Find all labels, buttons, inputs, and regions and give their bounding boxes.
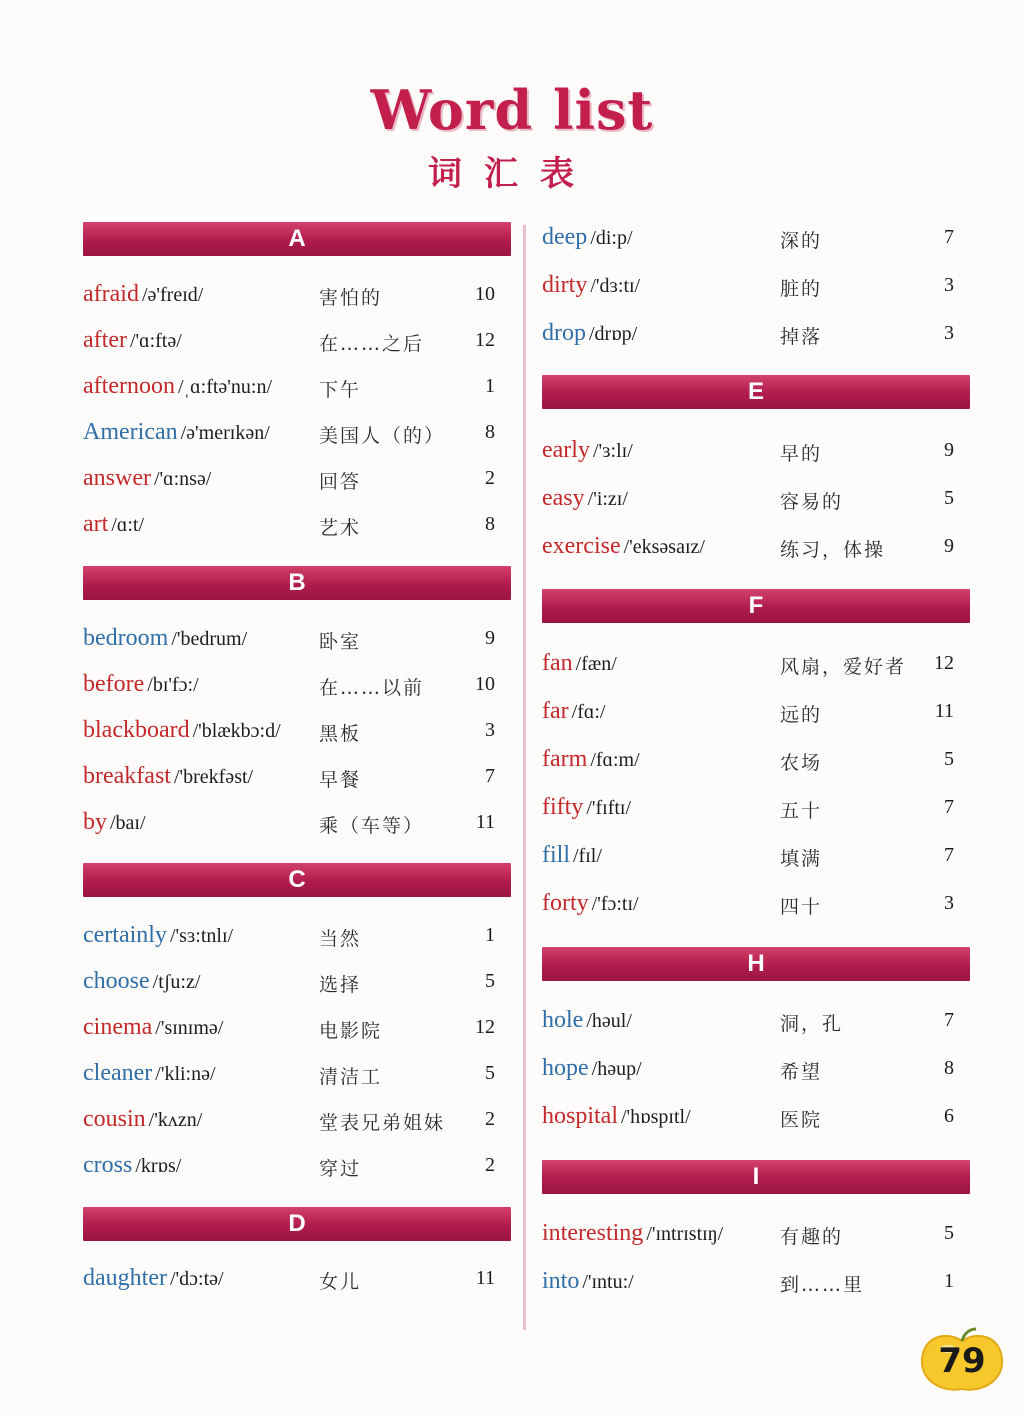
word-entry	[542, 1007, 970, 1037]
word-with-phonetic	[542, 890, 639, 917]
word-with-phonetic	[542, 1220, 723, 1247]
headword: easy	[542, 485, 585, 511]
word-with-phonetic	[542, 272, 640, 299]
word-with-phonetic	[542, 746, 640, 773]
headword: choose	[83, 968, 150, 994]
word-entry	[542, 650, 970, 680]
phonetic: /'kʌzn/	[148, 1109, 203, 1131]
page-subtitle: 词汇表	[428, 154, 596, 194]
headword: answer	[83, 465, 151, 491]
unit-number: 12	[934, 652, 954, 674]
word-with-phonetic	[83, 1265, 224, 1292]
meaning: 容易的	[780, 491, 844, 513]
headword: afraid	[83, 281, 139, 307]
headword: into	[542, 1268, 580, 1294]
unit-number: 8	[944, 1057, 954, 1079]
meaning: 黑板	[319, 723, 362, 745]
word-with-phonetic	[542, 1007, 632, 1034]
phonetic: /fɪl/	[573, 845, 602, 867]
word-with-phonetic	[83, 281, 203, 308]
word-entry	[542, 533, 970, 563]
unit-number: 12	[475, 1016, 495, 1038]
word-entry	[542, 698, 970, 728]
meaning: 练习，体操	[780, 539, 886, 561]
meaning: 选择	[319, 974, 362, 996]
meaning: 美国人（的）	[319, 425, 446, 447]
unit-number: 6	[944, 1105, 954, 1127]
meaning: 深的	[780, 230, 823, 252]
word-with-phonetic	[83, 373, 272, 400]
meaning: 穿过	[319, 1158, 362, 1180]
meaning: 脏的	[780, 278, 823, 300]
meaning: 农场	[780, 752, 823, 774]
meaning: 医院	[780, 1109, 823, 1131]
headword: forty	[542, 890, 589, 916]
word-with-phonetic	[83, 1152, 181, 1179]
headword: by	[83, 809, 107, 835]
meaning: 堂表兄弟姐妹	[319, 1112, 446, 1134]
unit-number: 11	[475, 1267, 495, 1289]
word-with-phonetic	[83, 1014, 223, 1041]
unit-number: 3	[944, 274, 954, 296]
phonetic: /'eksəsaɪz/	[623, 536, 705, 558]
headword: cousin	[83, 1106, 146, 1132]
phonetic: /fæn/	[575, 653, 617, 675]
word-with-phonetic	[83, 419, 270, 446]
meaning: 卧室	[319, 631, 362, 653]
unit-number: 3	[485, 719, 495, 741]
meaning: 清洁工	[319, 1066, 383, 1088]
unit-number: 11	[475, 811, 495, 833]
word-with-phonetic	[83, 465, 211, 492]
phonetic: /'kli:nə/	[155, 1063, 216, 1085]
meaning: 远的	[780, 704, 823, 726]
phonetic: /bɪ'fɔ:/	[147, 674, 199, 696]
section-header-a: A	[83, 222, 511, 256]
meaning: 希望	[780, 1061, 823, 1083]
word-with-phonetic	[83, 922, 233, 949]
phonetic: /ə'freɪd/	[141, 284, 204, 306]
word-with-phonetic	[542, 1268, 634, 1295]
word-entry	[83, 1014, 511, 1044]
phonetic: /'dɔ:tə/	[169, 1268, 224, 1290]
phonetic: /həup/	[591, 1058, 642, 1080]
phonetic: /'ɪntrɪstɪŋ/	[646, 1223, 724, 1245]
word-entry	[83, 1106, 511, 1136]
meaning: 早餐	[319, 769, 362, 791]
headword: after	[83, 327, 127, 353]
headword: before	[83, 671, 145, 697]
unit-number: 12	[475, 329, 495, 351]
meaning: 四十	[780, 896, 823, 918]
meaning: 艺术	[319, 517, 362, 539]
meaning: 风扇，爱好者	[780, 656, 907, 678]
page-number-badge	[918, 1327, 1006, 1397]
unit-number: 3	[944, 322, 954, 344]
word-with-phonetic	[542, 698, 605, 725]
headword: hospital	[542, 1103, 618, 1129]
phonetic: /tʃu:z/	[152, 971, 201, 993]
word-entry	[542, 224, 970, 254]
word-entry	[542, 842, 970, 872]
unit-number: 8	[485, 513, 495, 535]
unit-number: 8	[485, 421, 495, 443]
page-title: Word list	[370, 78, 654, 142]
meaning: 电影院	[319, 1020, 383, 1042]
phonetic: /drɒp/	[589, 323, 638, 345]
headword: breakfast	[83, 763, 171, 789]
meaning: 填满	[780, 848, 823, 870]
unit-number: 3	[944, 892, 954, 914]
phonetic: /'dɜ:tɪ/	[590, 275, 641, 297]
phonetic: /fɑ:/	[571, 701, 606, 723]
headword: early	[542, 437, 590, 463]
meaning: 当然	[319, 928, 362, 950]
word-entry	[83, 327, 511, 357]
word-entry	[542, 272, 970, 302]
word-with-phonetic	[542, 533, 705, 560]
word-with-phonetic	[83, 968, 200, 995]
word-with-phonetic	[542, 1055, 642, 1082]
phonetic: /fɑ:m/	[590, 749, 640, 771]
unit-number: 2	[485, 1154, 495, 1176]
word-with-phonetic	[542, 1103, 691, 1130]
word-entry	[83, 281, 511, 311]
word-with-phonetic	[83, 625, 247, 652]
headword: cleaner	[83, 1060, 153, 1086]
section-header-b: B	[83, 566, 511, 600]
phonetic: /'hɒspɪtl/	[621, 1106, 691, 1128]
meaning: 在……之后	[319, 333, 425, 355]
unit-number: 7	[485, 765, 495, 787]
unit-number: 1	[485, 375, 495, 397]
word-entry	[83, 763, 511, 793]
headword: daughter	[83, 1265, 167, 1291]
phonetic: /'fɪftɪ/	[586, 797, 632, 819]
word-entry	[83, 625, 511, 655]
phonetic: /ˌɑ:ftə'nu:n/	[177, 376, 273, 398]
headword: cross	[83, 1152, 133, 1178]
phonetic: /'ɑ:nsə/	[153, 468, 212, 490]
phonetic: /'i:zɪ/	[587, 488, 628, 510]
unit-number: 1	[944, 1270, 954, 1292]
word-with-phonetic	[542, 485, 628, 512]
section-header-d: D	[83, 1207, 511, 1241]
word-entry	[83, 1265, 511, 1295]
word-with-phonetic	[83, 809, 146, 836]
meaning: 害怕的	[319, 287, 383, 309]
headword: exercise	[542, 533, 621, 559]
headword: blackboard	[83, 717, 190, 743]
word-with-phonetic	[83, 511, 144, 538]
headword: fifty	[542, 794, 584, 820]
phonetic: /krɒs/	[135, 1155, 182, 1177]
word-with-phonetic	[83, 1106, 202, 1133]
word-with-phonetic	[83, 717, 281, 744]
unit-number: 7	[944, 226, 954, 248]
meaning: 五十	[780, 800, 823, 822]
word-entry	[83, 465, 511, 495]
headword: deep	[542, 224, 588, 250]
meaning: 洞，孔	[780, 1013, 844, 1035]
word-entry	[542, 1103, 970, 1133]
word-with-phonetic	[83, 671, 199, 698]
headword: hole	[542, 1007, 584, 1033]
section-header-h: H	[542, 947, 970, 981]
phonetic: /'blækbɔ:d/	[192, 720, 281, 742]
word-with-phonetic	[542, 437, 633, 464]
meaning: 掉落	[780, 326, 823, 348]
word-entry	[542, 1220, 970, 1250]
word-entry	[542, 1268, 970, 1298]
unit-number: 5	[944, 748, 954, 770]
word-with-phonetic	[542, 650, 617, 677]
meaning: 在……以前	[319, 677, 425, 699]
unit-number: 5	[485, 1062, 495, 1084]
word-entry	[542, 1055, 970, 1085]
headword: bedroom	[83, 625, 169, 651]
unit-number: 10	[475, 673, 495, 695]
section-header-e: E	[542, 375, 970, 409]
phonetic: /baɪ/	[110, 812, 146, 834]
word-entry	[83, 419, 511, 449]
unit-number: 11	[934, 700, 954, 722]
phonetic: /'ɜ:lɪ/	[592, 440, 633, 462]
phonetic: /ɑ:t/	[111, 514, 144, 536]
headword: drop	[542, 320, 586, 346]
word-with-phonetic	[542, 224, 633, 251]
meaning: 下午	[319, 379, 362, 401]
phonetic: /'fɔ:tɪ/	[591, 893, 639, 915]
word-with-phonetic	[83, 763, 253, 790]
phonetic: /'sɪnɪmə/	[155, 1017, 224, 1039]
unit-number: 2	[485, 467, 495, 489]
unit-number: 7	[944, 844, 954, 866]
phonetic: /həul/	[586, 1010, 632, 1032]
column-divider	[523, 225, 526, 1330]
page-number: 79	[938, 1341, 986, 1381]
meaning: 到……里	[780, 1274, 865, 1296]
headword: fan	[542, 650, 573, 676]
unit-number: 1	[485, 924, 495, 946]
meaning: 女儿	[319, 1271, 362, 1293]
phonetic: /'sɜ:tnlɪ/	[169, 925, 234, 947]
unit-number: 10	[475, 283, 495, 305]
unit-number: 5	[485, 970, 495, 992]
word-with-phonetic	[83, 327, 182, 354]
word-entry	[83, 511, 511, 541]
unit-number: 7	[944, 1009, 954, 1031]
word-with-phonetic	[83, 1060, 216, 1087]
meaning: 有趣的	[780, 1226, 844, 1248]
word-entry	[542, 437, 970, 467]
word-entry	[83, 1060, 511, 1090]
word-entry	[83, 373, 511, 403]
headword: afternoon	[83, 373, 175, 399]
section-header-f: F	[542, 589, 970, 623]
headword: interesting	[542, 1220, 644, 1246]
unit-number: 9	[944, 535, 954, 557]
word-entry	[83, 809, 511, 839]
meaning: 回答	[319, 471, 362, 493]
headword: dirty	[542, 272, 588, 298]
headword: certainly	[83, 922, 167, 948]
unit-number: 5	[944, 487, 954, 509]
word-entry	[83, 1152, 511, 1182]
unit-number: 5	[944, 1222, 954, 1244]
section-header-c: C	[83, 863, 511, 897]
word-entry	[83, 717, 511, 747]
word-entry	[83, 968, 511, 998]
word-entry	[542, 890, 970, 920]
word-entry	[542, 485, 970, 515]
phonetic: /di:p/	[590, 227, 633, 249]
word-entry	[542, 794, 970, 824]
word-entry	[542, 320, 970, 350]
unit-number: 2	[485, 1108, 495, 1130]
phonetic: /'brekfəst/	[173, 766, 254, 788]
word-entry	[542, 746, 970, 776]
phonetic: /'bedrum/	[171, 628, 248, 650]
unit-number: 9	[485, 627, 495, 649]
phonetic: /ə'merɪkən/	[180, 422, 270, 444]
unit-number: 9	[944, 439, 954, 461]
word-entry	[83, 922, 511, 952]
unit-number: 7	[944, 796, 954, 818]
headword: far	[542, 698, 569, 724]
phonetic: /'ɑ:ftə/	[129, 330, 182, 352]
section-header-i: I	[542, 1160, 970, 1194]
headword: hope	[542, 1055, 589, 1081]
headword: fill	[542, 842, 570, 868]
meaning: 乘（车等）	[319, 815, 425, 837]
phonetic: /'ɪntu:/	[582, 1271, 634, 1293]
word-with-phonetic	[542, 320, 637, 347]
meaning: 早的	[780, 443, 823, 465]
headword: American	[83, 419, 178, 445]
headword: cinema	[83, 1014, 153, 1040]
word-with-phonetic	[542, 842, 602, 869]
headword: farm	[542, 746, 588, 772]
word-entry	[83, 671, 511, 701]
word-with-phonetic	[542, 794, 631, 821]
headword: art	[83, 511, 109, 537]
